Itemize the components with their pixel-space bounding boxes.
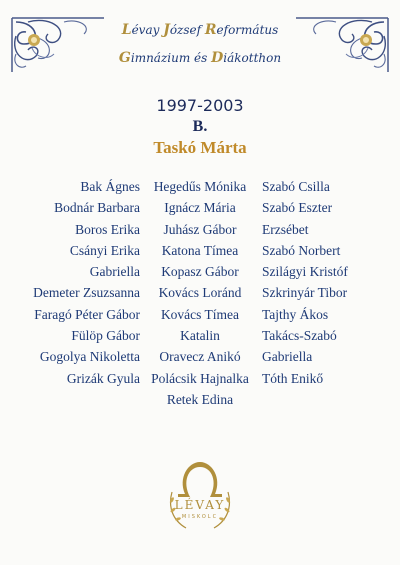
student-name: Boros Erika	[75, 221, 140, 237]
student-column-1	[33, 176, 140, 389]
student-name: Faragó Péter Gábor	[34, 306, 140, 322]
student-name: Katona Tímea	[161, 242, 239, 258]
word-2: József	[163, 22, 205, 38]
student-name: Gogolya Nikoletta	[39, 349, 140, 365]
logo-name: LÉVAY	[174, 498, 226, 512]
student-name: Szabó Eszter	[262, 200, 333, 216]
student-name: Gabriella	[89, 264, 140, 280]
student-column-3	[262, 176, 348, 389]
student-name: Fülöp Gábor	[71, 328, 140, 344]
student-name: Takács-Szabó	[262, 328, 337, 344]
student-name: Tajthy Ákos	[262, 306, 329, 322]
student-name: Katalin	[180, 328, 220, 344]
student-name: Szabó Norbert	[262, 242, 341, 258]
student-name: Csányi Erika	[69, 242, 140, 258]
word-1: Lévay	[121, 22, 164, 38]
word-4: Gimnázium és	[118, 50, 212, 66]
student-column-2	[145, 176, 255, 410]
class-years: 1997-2003	[156, 96, 244, 115]
class-name: B.	[192, 118, 208, 135]
student-name: Erzsébet	[262, 221, 309, 237]
student-name: Ignácz Mária	[164, 200, 236, 216]
student-name: Kopasz Gábor	[161, 264, 239, 280]
school-name-line-1	[0, 22, 400, 38]
word-5: Diákotthon	[211, 50, 282, 66]
student-name: Demeter Zsuzsanna	[33, 285, 140, 301]
student-name: Szabó Csilla	[262, 179, 330, 194]
student-name: Kovács Tímea	[160, 306, 240, 322]
student-name: Polácsik Hajnalka	[151, 370, 249, 386]
student-name: Kovács Loránd	[158, 285, 242, 301]
student-name: Hegedűs Mónika	[153, 179, 247, 194]
student-name: Juhász Gábor	[163, 221, 237, 237]
student-name: Szilágyi Kristóf	[262, 264, 348, 280]
student-name: Gabriella	[262, 349, 313, 365]
student-name: Bodnár Barbara	[54, 200, 140, 216]
student-name: Retek Edina	[166, 391, 234, 407]
student-name: Tóth Enikő	[262, 370, 324, 386]
school-name-line-2	[0, 50, 400, 66]
student-name: Oravecz Anikó	[159, 349, 241, 365]
word-3: Református	[204, 22, 279, 38]
class-teacher: Taskó Márta	[153, 138, 247, 157]
student-name: Szkrinyár Tibor	[262, 285, 348, 301]
student-name: Bak Ágnes	[80, 179, 140, 194]
logo-city: MISKOLC	[181, 514, 219, 520]
student-name: Grizák Gyula	[66, 370, 140, 386]
